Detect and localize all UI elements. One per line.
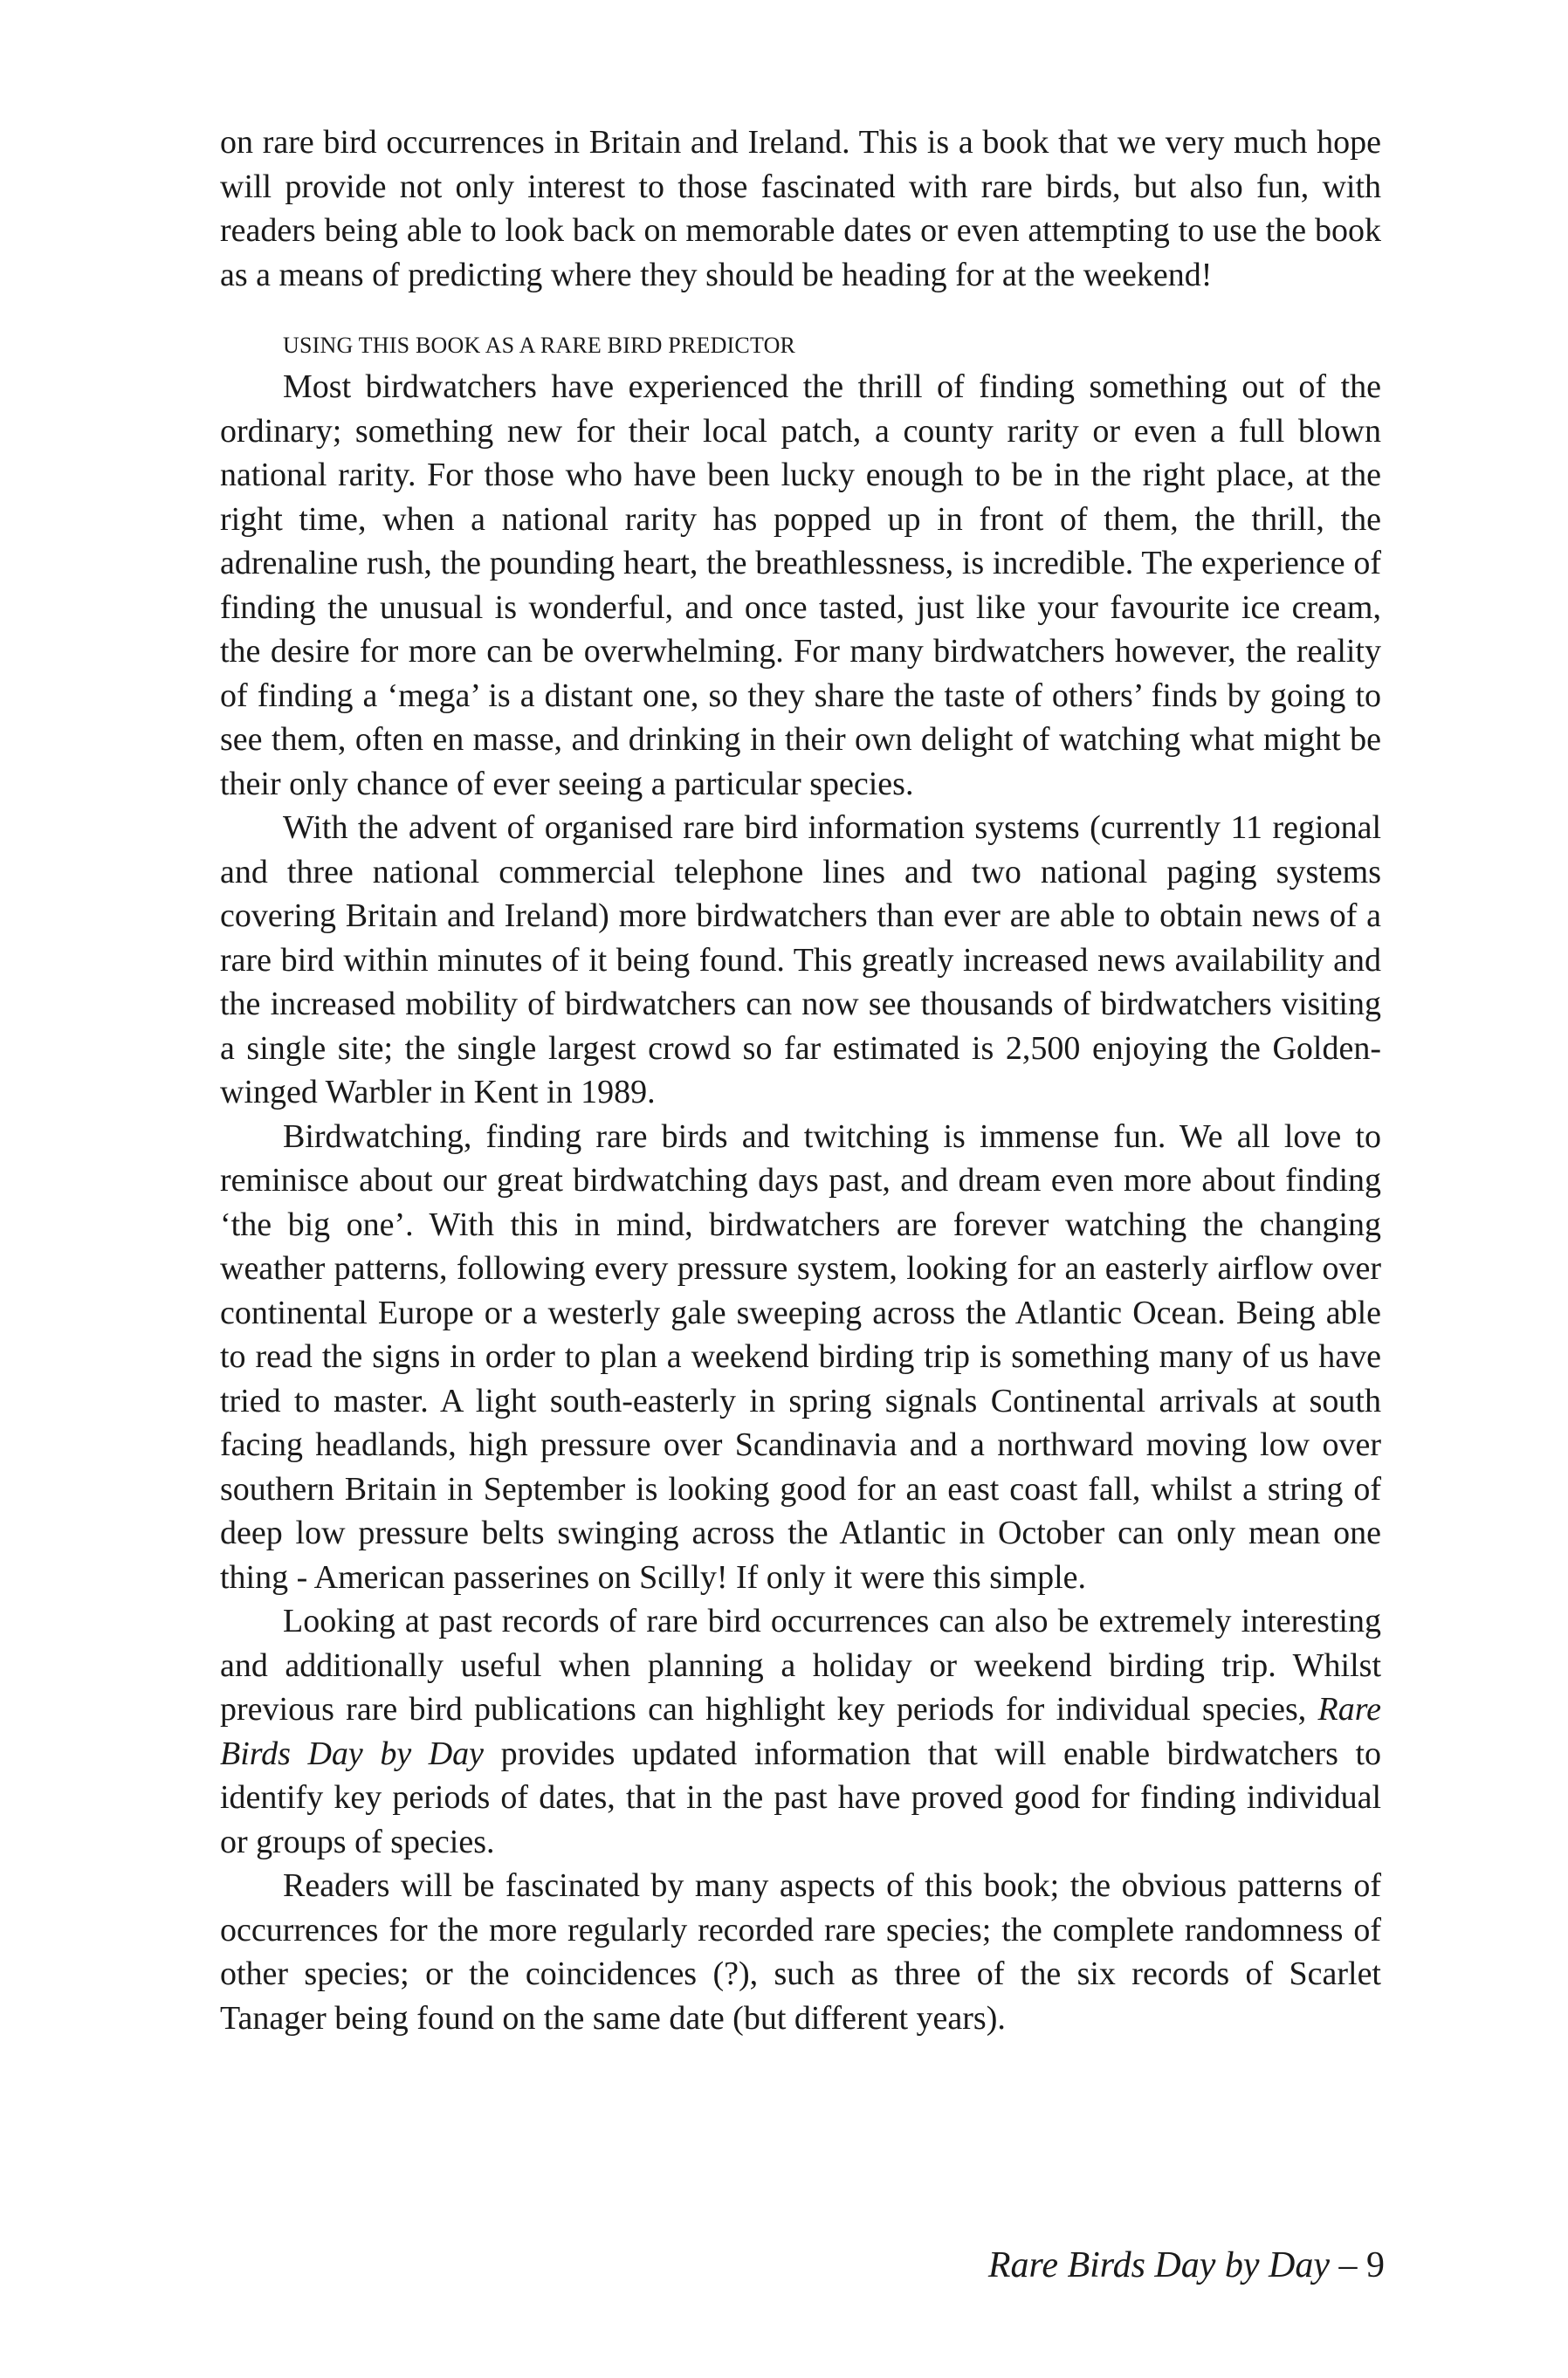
paragraph: Birdwatching, finding rare birds and twitching is immense fun. We all love to reminisce about our great birdwatching days past, and dream even more about finding ‘the big one’. With this in mind, birdwatchers are forever watching the changing weather patterns, following every pressure system, looking for an easterly airflow over continental Europe or a westerly gale sweeping across the Atlantic Ocean. Being able to read the signs in order to plan a weekend birding trip is something many of us have tried to master. A light south-easterly in spring signals Continental arrivals at south facing headlands, high pressure over Scandinavia and a northward moving low over southern Britain in September is looking good for an east coast fall, whilst a string of deep low pressure belts swinging across the Atlantic in October can only mean one thing - American passerines on Scilly! If only it were this simple. [220, 1117, 1381, 1596]
page-body [220, 120, 1381, 2040]
paragraph-continued: on rare bird occurrences in Britain and Ireland. This is a book that we very much hope will provide not only interest to those fascinated with rare birds, but also fun, with readers being able to look back on memorable dates or even attempting to use the book as a means of predicting where they should be heading for at the weekend! [220, 124, 1381, 293]
book-title-italic: Rare Birds Day by Day [220, 1691, 1381, 1772]
running-title: Rare Birds Day by Day [987, 2245, 1330, 2285]
text-run: provides updated information that will enable birdwatchers to identify key periods of dates, that in the past have proved good for finding individual or groups of species. [220, 1735, 1382, 1860]
paragraph: With the advent of organised rare bird information systems (currently 11 regional and three national commercial telephone lines and two national paging systems covering Britain and Ireland) more birdwatchers than ever are able to obtain news of a rare bird within minutes of it being found. This greatly increased news availability and the increased mobility of birdwatchers can now see thousands of birdwatchers visiting a single site; the single largest crowd so far estimated is 2,500 enjoying the Golden-winged Warbler in Kent in 1989. [220, 809, 1381, 1110]
paragraph [220, 1599, 1381, 1864]
paragraph: Readers will be fascinated by many aspects of this book; the obvious patterns of occurrences for the more regularly recorded rare species; the complete randomness of other species; or the coincidences (?), such as three of the six records of Scarlet Tanager being found on the same date (but different years). [220, 1867, 1381, 2037]
section-heading: USING THIS BOOK AS A RARE BIRD PREDICTOR [283, 333, 796, 358]
footer-separator: – [1330, 2245, 1366, 2285]
page-footer [988, 2244, 1385, 2287]
page-number: 9 [1366, 2245, 1385, 2285]
paragraph: Most birdwatchers have experienced the thrill of finding something out of the ordinary; something new for their local patch, a county rarity or even a full blown national rarity. For those who have been lucky enough to be in the right place, at the right time, when a national rarity has popped up in front of them, the thrill, the adrenaline rush, the pounding heart, the breathlessness, is incredible. The experience of finding the unusual is wonderful, and once tasted, just like your favourite ice cream, the desire for more can be overwhelming. For many birdwatchers however, the reality of finding a ‘mega’ is a distant one, so they share the taste of others’ finds by going to see them, often en masse, and drinking in their own delight of watching what might be their only chance of ever seeing a particular species. [220, 368, 1381, 802]
text-run: Looking at past records of rare bird occurrences can also be extremely interesting and additionally useful when planning a holiday or weekend birding trip. Whilst previous rare bird publications can highlight key periods for individual species, [220, 1603, 1381, 1728]
